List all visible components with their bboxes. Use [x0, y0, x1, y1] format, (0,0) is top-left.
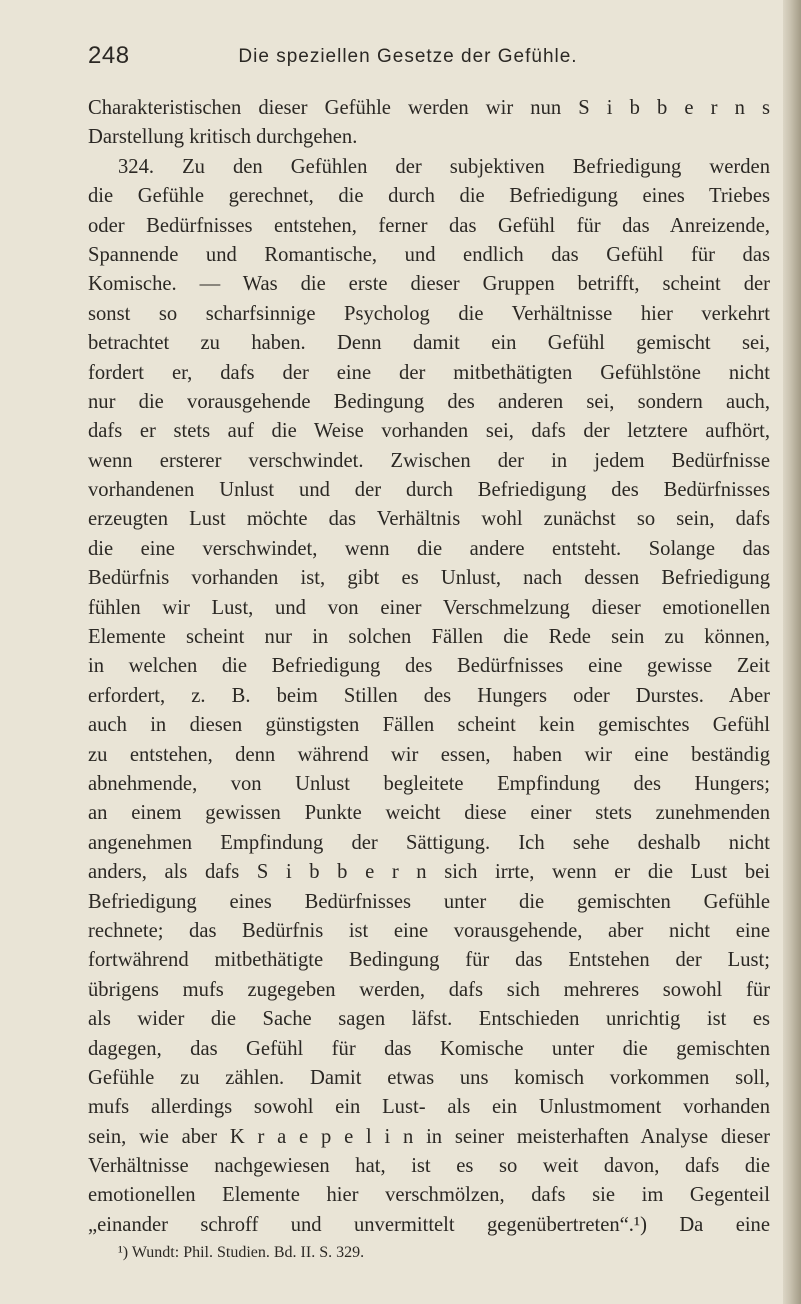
text-line: betrachtet zu haben. Denn damit ein Gefühl gemischt sei, — [88, 332, 770, 355]
text-line: nur die vorausgehende Bedingung des anderen sei, sondern auch, — [88, 390, 770, 413]
text-line: Darstellung kritisch durchgehen. — [88, 126, 358, 149]
text-line: fühlen wir Lust, und von einer Verschmelzung dieser emotionellen — [88, 596, 770, 619]
text-line: anders, als dafs S i b b e r n sich irrte, wenn er die Lust bei — [88, 861, 770, 884]
running-head: Die speziellen Gesetze der Gefühle. — [238, 46, 578, 67]
text-line: Verhältnisse nachgewiesen hat, ist es so weit davon, dafs die — [88, 1155, 770, 1178]
page-header — [88, 42, 728, 82]
text-line: sein, wie aber K r a e p e l i n in seiner meisterhaften Analyse dieser — [88, 1125, 770, 1148]
body-text — [88, 94, 770, 1240]
text-line: Befriedigung eines Bedürfnisses unter die gemischten Gefühle — [88, 890, 770, 913]
text-line: dafs er stets auf die Weise vorhanden sei, dafs der letztere aufhört, — [88, 420, 770, 443]
text-line: auch in diesen günstigsten Fällen scheint kein gemischtes Gefühl — [88, 714, 770, 737]
text-line: Gefühle zu zählen. Damit etwas uns komisch vorkommen soll, — [88, 1066, 770, 1089]
text-line: fordert er, dafs der eine der mitbethätigten Gefühlstöne nicht — [88, 361, 770, 384]
text-line: erzeugten Lust möchte das Verhältnis wohl zunächst so sein, dafs — [88, 508, 770, 531]
text-line: die Gefühle gerechnet, die durch die Befriedigung eines Triebes — [88, 185, 770, 208]
text-line: zu entstehen, denn während wir essen, haben wir eine beständig — [88, 743, 770, 766]
text-line: oder Bedürfnisses entstehen, ferner das Gefühl für das Anreizende, — [88, 214, 770, 237]
text-line: vorhandenen Unlust und der durch Befriedigung des Bedürfnisses — [88, 479, 770, 502]
text-line: mufs allerdings sowohl ein Lust- als ein Unlustmoment vorhanden — [88, 1096, 770, 1119]
text-line: sonst so scharfsinnige Psycholog die Verhältnisse hier verkehrt — [88, 302, 770, 325]
text-line: in welchen die Befriedigung des Bedürfnisses eine gewisse Zeit — [88, 655, 770, 678]
page-number: 248 — [88, 42, 130, 69]
text-line: Charakteristischen dieser Gefühle werden wir nun S i b b e r n s — [88, 97, 770, 119]
text-line: wenn ersterer verschwindet. Zwischen der in jedem Bedürfnisse — [88, 449, 770, 472]
text-line: emotionellen Elemente hier verschmölzen, dafs sie im Gegenteil — [88, 1184, 770, 1207]
text-line: die eine verschwindet, wenn die andere entsteht. Solange das — [88, 537, 770, 560]
text-line: erfordert, z. B. beim Stillen des Hungers oder Durstes. Aber — [88, 684, 770, 707]
text-line: abnehmende, von Unlust begleitete Empfindung des Hungers; — [88, 772, 770, 795]
text-line: „einander schroff und unvermittelt gegenübertreten“.¹) Da eine — [88, 1213, 770, 1236]
text-line: angenehmen Empfindung der Sättigung. Ich sehe deshalb nicht — [88, 831, 770, 854]
text-line: als wider die Sache sagen läfst. Entschieden unrichtig ist es — [88, 1008, 770, 1031]
text-line: Komische. — Was die erste dieser Gruppen betrifft, scheint der — [88, 273, 770, 296]
page-edge-shadow — [783, 0, 801, 1304]
text-line: Spannende und Romantische, und endlich das Gefühl für das — [88, 243, 770, 266]
text-line: Elemente scheint nur in solchen Fällen die Rede sein zu können, — [88, 626, 770, 649]
text-line: übrigens mufs zugegeben werden, dafs sich mehreres sowohl für — [88, 978, 770, 1001]
text-line: 324. Zu den Gefühlen der subjektiven Befriedigung werden — [118, 155, 770, 178]
footnote: ¹) Wundt: Phil. Studien. Bd. II. S. 329. — [118, 1244, 365, 1261]
text-line: an einem gewissen Punkte weicht diese einer stets zunehmenden — [88, 802, 770, 825]
text-line: dagegen, das Gefühl für das Komische unter die gemischten — [88, 1037, 770, 1060]
text-line: fortwährend mitbethätigte Bedingung für das Entstehen der Lust; — [88, 949, 770, 972]
text-line: rechnete; das Bedürfnis ist eine vorausgehende, aber nicht eine — [88, 919, 770, 942]
text-line: Bedürfnis vorhanden ist, gibt es Unlust, nach dessen Befriedigung — [88, 567, 770, 590]
